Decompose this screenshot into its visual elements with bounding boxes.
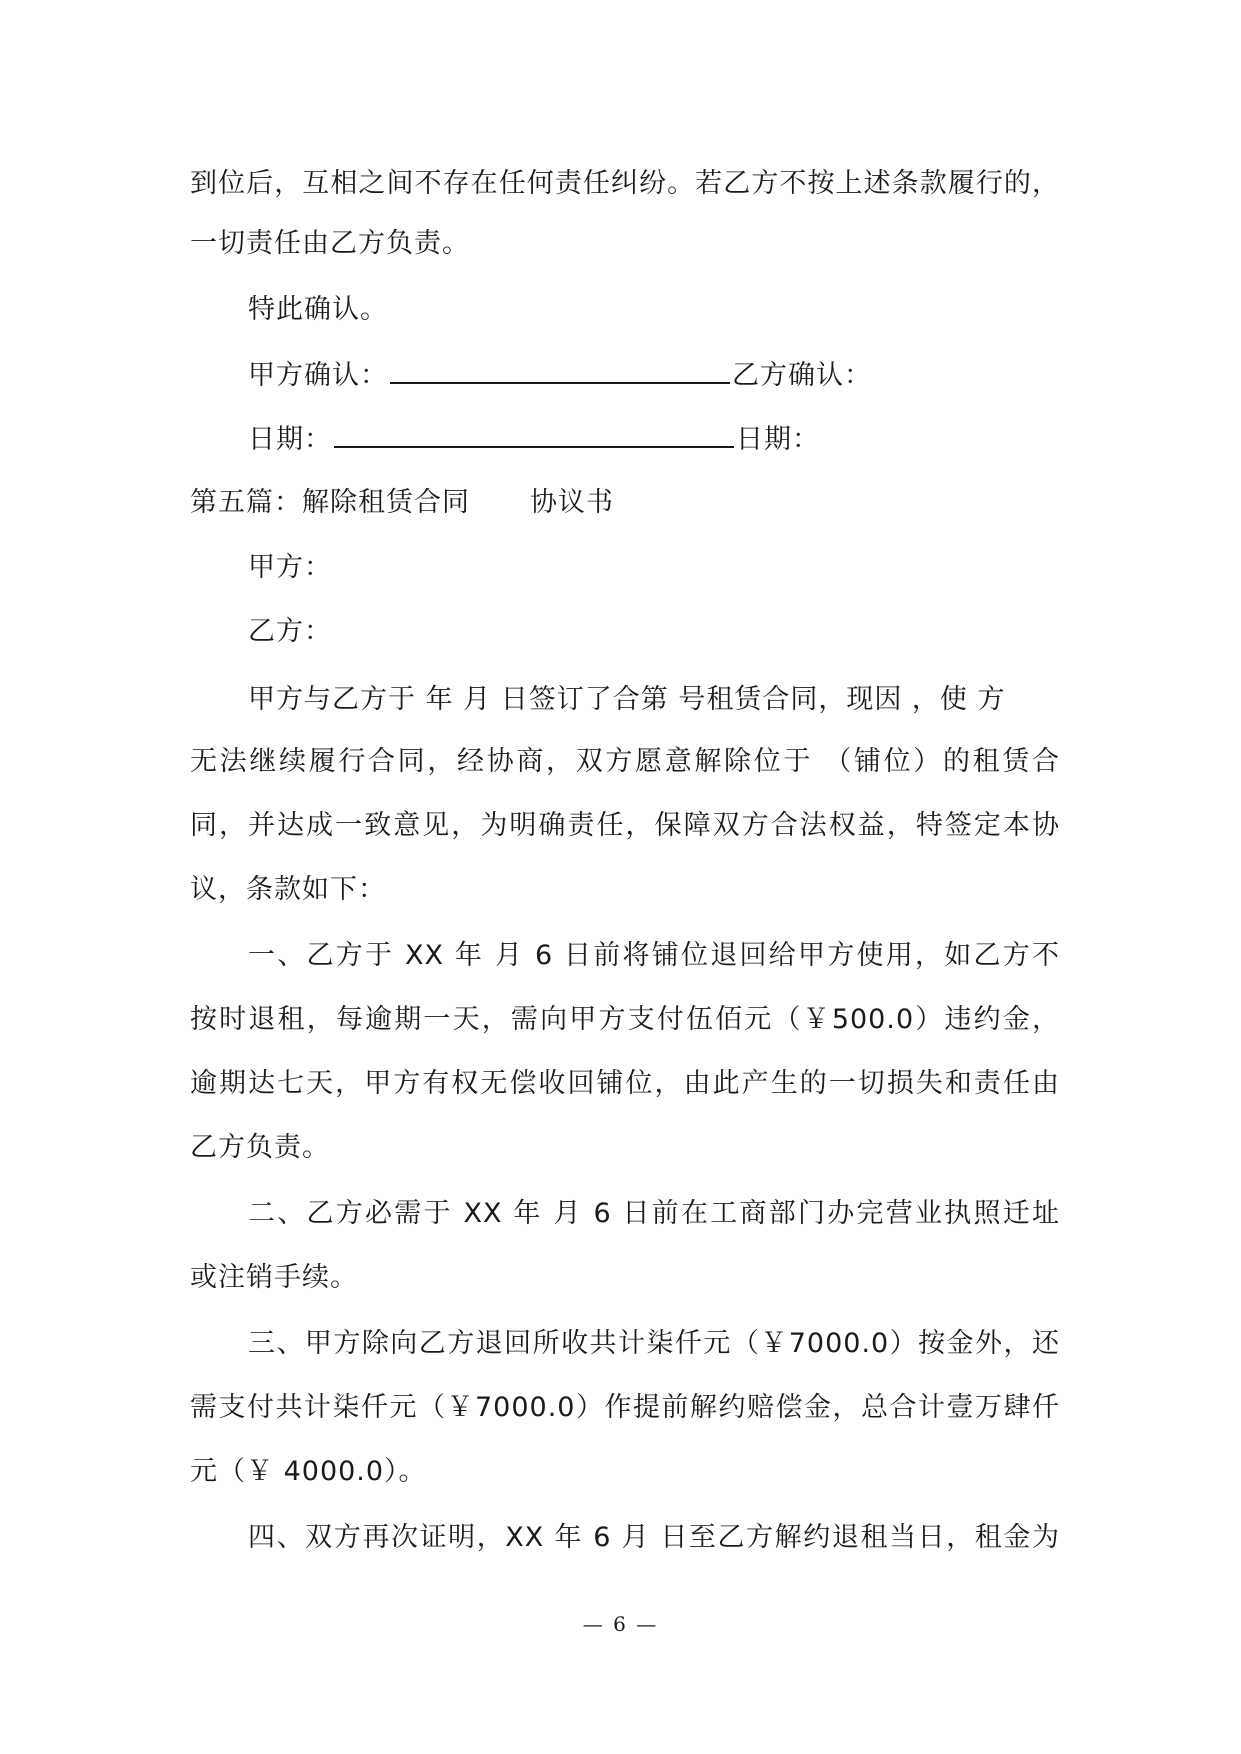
clause-1-line: 一、乙方于 XX 年 月 6 日前将铺位退回给甲方使用，如乙方不 (248, 940, 1060, 971)
section-title: 第五篇：解除租赁合同 (190, 487, 470, 518)
paragraph-line: 甲方与乙方于 年 月 日签订了合第 号租赁合同，现因 ，使 方 (248, 684, 1006, 715)
paragraph-line: 一切责任由乙方负责。 (190, 228, 470, 259)
clause-3-line: 需支付共计柒仟元（￥7000.0）作提前解约赔偿金，总合计壹万肆仟 (190, 1392, 1060, 1423)
signature-row (248, 354, 1118, 394)
confirmation-text: 特此确认。 (248, 294, 388, 325)
section-subtitle: 协议书 (530, 487, 614, 518)
clause-2-line: 或注销手续。 (190, 1262, 358, 1293)
date-b-label: 日期： (736, 424, 820, 455)
section-heading (190, 483, 1060, 523)
date-a-label: 日期： (248, 424, 332, 455)
clause-1-line: 按时退租，每逾期一天，需向甲方支付伍佰元（￥500.0）违约金， (190, 1004, 1060, 1035)
paragraph-line: 到位后，互相之间不存在任何责任纠纷。若乙方不按上述条款履行的， (190, 168, 1060, 199)
clause-3-line: 三、甲方除向乙方退回所收共计柒仟元（￥7000.0）按金外，还 (248, 1328, 1060, 1359)
signature-line (390, 354, 730, 384)
clause-2-line: 二、乙方必需于 XX 年 月 6 日前在工商部门办完营业执照迁址 (248, 1198, 1060, 1229)
clause-1-line: 逾期达七天，甲方有权无偿收回铺位，由此产生的一切损失和责任由 (190, 1068, 1060, 1099)
paragraph-line: 无法继续履行合同，经协商，双方愿意解除位于 （铺位）的租赁合 (190, 746, 1060, 777)
paragraph-line: 议，条款如下： (190, 874, 386, 905)
party-b-confirm-label: 乙方确认： (732, 360, 872, 391)
clause-3-line: 元（￥ 4000.0）。 (190, 1456, 427, 1487)
date-row (248, 418, 1118, 458)
paragraph-line: 同，并达成一致意见，为明确责任，保障双方合法权益，特签定本协 (190, 810, 1060, 841)
page-number: — 6 — (582, 1612, 659, 1636)
party-a-confirm-label: 甲方确认： (248, 360, 388, 391)
party-b-label: 乙方： (248, 616, 332, 647)
party-a-label: 甲方： (248, 552, 332, 583)
clause-4-line: 四、双方再次证明，XX 年 6 月 日至乙方解约退租当日，租金为 (248, 1522, 1060, 1553)
date-line (334, 418, 734, 448)
clause-1-line: 乙方负责。 (190, 1132, 330, 1163)
